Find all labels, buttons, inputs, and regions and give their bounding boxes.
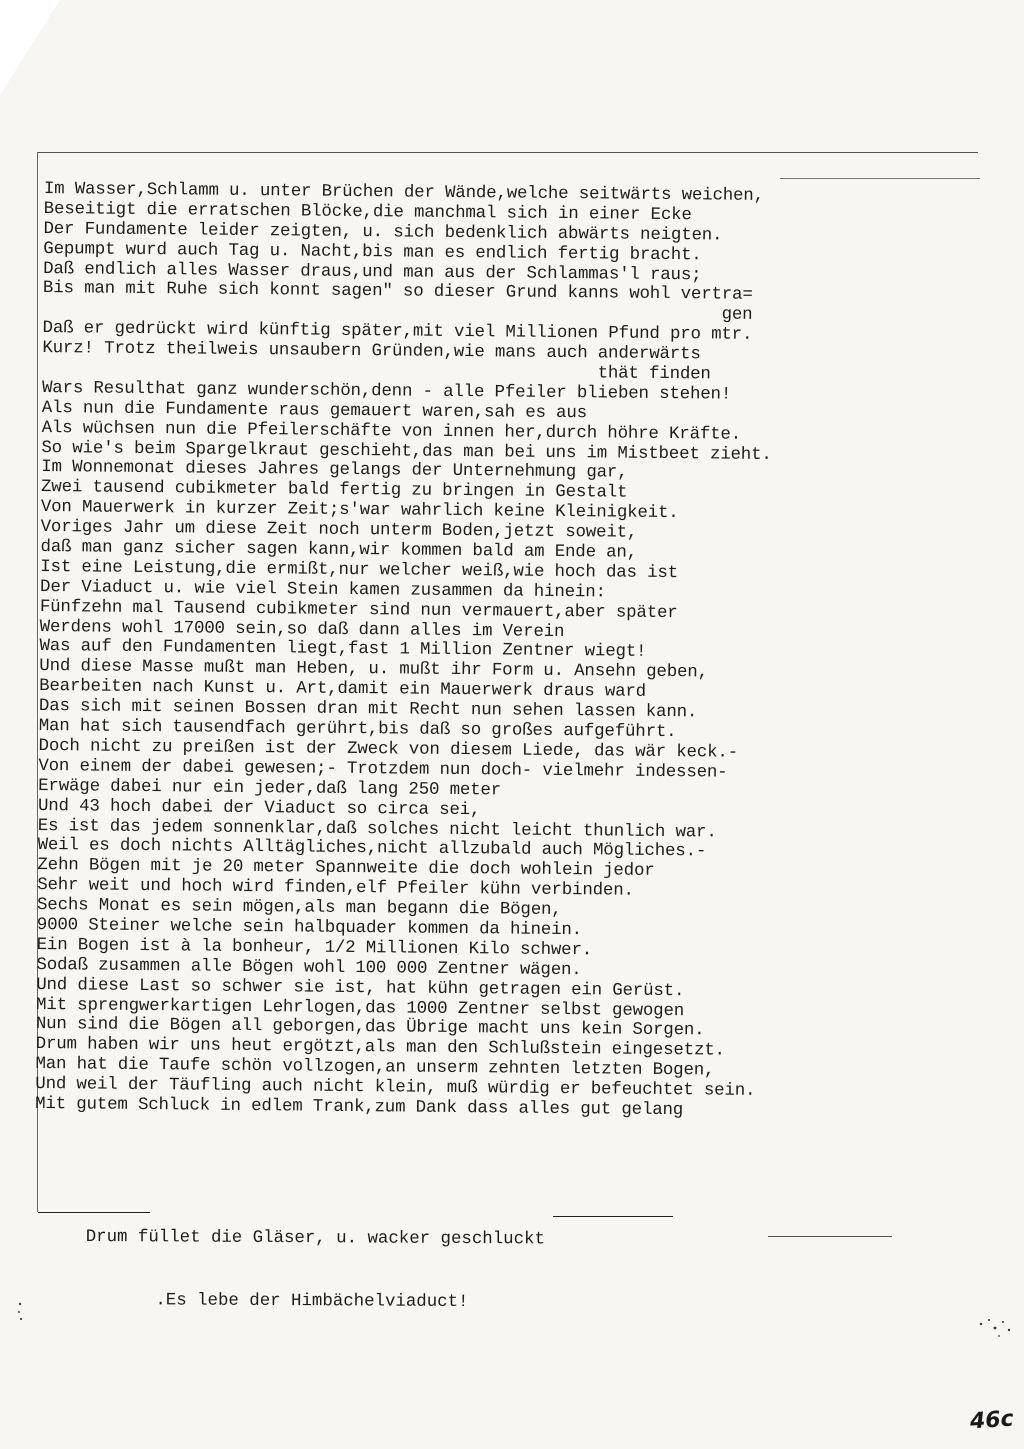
text-line: 9000 Steiner welche sein halbquader kommen da hinein. (36, 915, 583, 941)
text-line: Von Mauerwerk in kurzer Zeit;s'war wahrlich keine Kleinigkeit. (40, 498, 679, 524)
text-line: Und 43 hoch dabei der Viaduct so circa sei, (37, 796, 481, 820)
text-line: Ist eine Leistung,die ermißt,nur welcher weiß,wie hoch das ist (40, 557, 679, 584)
closing-rule-left (38, 1212, 150, 1213)
closing-rule-right (553, 1216, 673, 1217)
text-line: Bis man mit Ruhe sich konnt sagen" so dieser Grund kanns wohl vertra= (42, 279, 753, 306)
text-line: Und diese Last so schwer sie ist, hat kühn getragen ein Gerüst. (36, 975, 685, 1001)
text-line: Man hat sich tausendfach gerührt,bis daß so großes aufgeführt. (38, 717, 677, 743)
page-number: 46c (969, 1406, 1015, 1435)
text-line: Man hat die Taufe schön vollzogen,an unserm zehnten letzten Bogen, (35, 1055, 715, 1081)
text-line: Der Fundamente leider zeigten, u. sich bedenklich abwärts neigten. (43, 219, 723, 246)
text-line: Gepumpt wurd auch Tag u. Nacht,bis man es endlich fertig bracht. (43, 239, 702, 265)
text-line: thät finden (42, 359, 711, 385)
closing-line-1: Drum füllet die Gläser, u. wacker geschluckt (85, 1227, 545, 1250)
text-line: Das sich mit seinen Bossen dran mit Recht nun sehen lassen kann. (38, 697, 698, 723)
text-line: Als nun die Fundamente raus gemauert waren,sah es aus (41, 398, 588, 424)
text-line: Voriges Jahr um diese Zeit noch unterm Boden,jetzt soweit, (40, 518, 638, 543)
text-line: Drum haben wir uns heut ergötzt,als man den Schlußstein eingesetzt. (35, 1035, 725, 1061)
closing-rule-end (768, 1236, 892, 1237)
text-line: Daß er gedrückt wird künftig später,mit viel Millionen Pfund pro mtr. (42, 319, 753, 346)
text-line: daß man ganz sicher sagen kann,wir kommen bald am Ende an, (40, 538, 638, 563)
closing-stanza (85, 1185, 706, 1356)
text-line: Mit sprengwerkartigen Lehrlogen,das 1000 Zentner selbst gewogen (35, 995, 685, 1021)
text-line: Sechs Monat es sein mögen,als man begann die Bögen, (36, 896, 562, 921)
text-line: Als wüchsen nun die Pfeilerschäfte von innen her,durch höhre Kräfte. (41, 418, 742, 445)
text-line: Es ist das jedem sonnenklar,daß solches nicht leicht thunlich war. (37, 816, 717, 842)
text-line: Sehr weit und hoch wird finden,elf Pfeiler kühn verbinden. (37, 876, 634, 901)
text-line: Daß endlich alles Wasser draus,und man aus der Schlammas'l raus; (43, 259, 702, 285)
text-line: Doch nicht zu preißen ist der Zweck von diesem Liede, das wär keck.- (38, 736, 739, 763)
text-line: Und diese Masse mußt man Heben, u. mußt ihr Form u. Ansehn geben, (39, 657, 708, 683)
text-line: Mit gutem Schluck in edlem Trank,zum Dank dass alles gut gelang (35, 1094, 684, 1121)
text-line: Und weil der Täufling auch nicht klein, muß würdig er befeuchtet sein. (35, 1075, 756, 1101)
poem-body (35, 180, 979, 1124)
text-line: Kurz! Trotz theilweis unsaubern Gründen,wie mans auch anderwärts (42, 339, 701, 365)
top-border-line (38, 152, 978, 153)
text-line: Zehn Bögen mit je 20 meter Spannweite die doch wohlein jedor (37, 856, 655, 882)
text-line: Fünfzehn mal Tausend cubikmeter sind nun vermauert,aber später (39, 597, 678, 623)
text-line: Ein Bogen ist à la bonheur, 1/2 Millionen Kilo schwer. (36, 935, 593, 961)
text-line: Der Viaduct u. wie viel Stein kamen zusammen da hinein: (39, 577, 606, 603)
text-line: Was auf den Fundamenten liegt,fast 1 Million Zentner wiegt! (39, 637, 647, 663)
top-right-line (780, 178, 980, 179)
folded-corner (0, 0, 60, 95)
text-line: Wars Resulthat ganz wunderschön,denn - alle Pfeiler blieben stehen! (41, 378, 732, 405)
text-line: gen (42, 299, 753, 326)
margin-mark (16, 1300, 24, 1322)
text-line: Zwei tausend cubikmeter bald fertig zu bringen in Gestalt (40, 478, 628, 503)
text-line: Erwäge dabei nur ein jeder,daß lang 250 meter (38, 776, 502, 801)
text-line: Beseitigt die erratschen Blöcke,die manchmal sich in einer Ecke (43, 199, 692, 226)
text-line: Nun sind die Bögen all geborgen,das Übrige macht uns kein Sorgen. (35, 1015, 705, 1041)
text-line: Weil es doch nichts Alltägliches,nicht allzubald auch Mögliches.- (37, 836, 707, 862)
text-line: So wie's beim Spargelkraut geschieht,das man bei uns im Mistbeet zieht. (41, 438, 772, 465)
text-line: Im Wasser,Schlamm u. unter Brüchen der Wände,welche seitwärts weichen, (43, 180, 764, 206)
text-line: Werdens wohl 17000 sein,so daß dann alles im Verein (39, 617, 565, 642)
text-line: Von einem der dabei gewesen;- Trotzdem nun doch- vielmehr indessen- (38, 756, 728, 783)
text-line: Im Wonnemonat dieses Jahres gelangs der Unternehmung gar, (41, 458, 628, 484)
text-line: Sodaß zusammen alle Bögen wohl 100 000 Zentner wägen. (36, 955, 582, 980)
closing-line-2: .Es lebe der Himbächelviaduct! (155, 1291, 469, 1313)
text-line: Bearbeiten nach Kunst u. Art,damit ein Mauerwerk draus ward (39, 677, 647, 703)
ink-specks (975, 1312, 1015, 1342)
